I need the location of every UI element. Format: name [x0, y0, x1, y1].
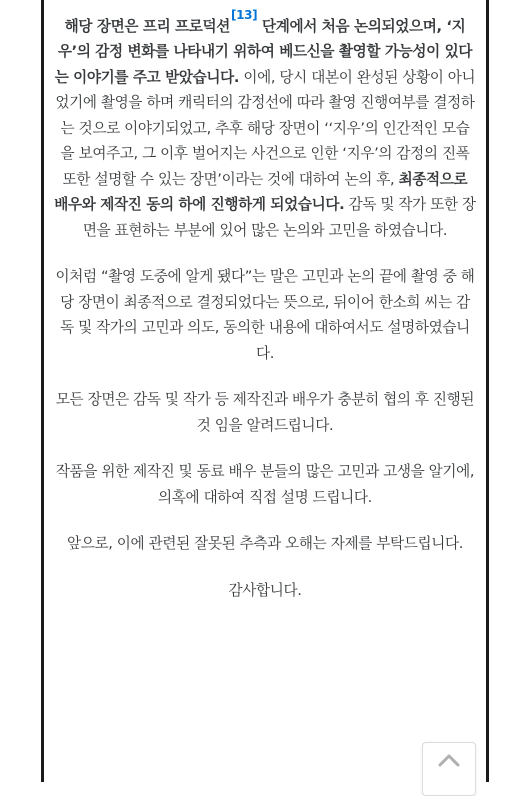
paragraph-1-bold-1: 해당 장면은 프리 프로덕션: [64, 17, 231, 35]
article-body: [44, 9, 486, 624]
scroll-to-top-button[interactable]: [422, 742, 476, 796]
document-frame: [41, 0, 489, 782]
paragraph-4: 작품을 위한 제작진 및 동료 배우 분들의 많은 고민과 고생을 알기에, 의혹에 대하여 직접 설명 드립니다.: [55, 463, 475, 506]
paragraph-1-text-2: 감독 및 작가 또한 장면을 표현하는 부분에 있어 많은 논의와 고민을 하였습니다.: [82, 196, 476, 239]
paragraph-1: [54, 9, 476, 243]
chevron-up-icon: [437, 753, 461, 767]
paragraph-1-bold-3: 최종적으로 배우와 제작진 동의 하에 진행하게 되었습니다.: [54, 170, 468, 214]
paragraph-5: 앞으로, 이에 관련된 잘못된 추측과 오해는 자제를 부탁드립니다.: [66, 535, 464, 553]
paragraph-6: 감사합니다.: [228, 581, 302, 599]
paragraph-2: 이처럼 “촬영 도중에 알게 됐다”는 말은 고민과 논의 끝에 촬영 중 해당 장면이 최종적으로 결정되었다는 뜻으로, 뒤이어 한소희 씨는 감독 및 작가의 고민과 의도, 동의한 내용에 대하여서도 설명하였습니다.: [55, 268, 475, 362]
paragraph-3: 모든 장면은 감독 및 작가 등 제작진과 배우가 충분히 협의 후 진행된 것 임을 알려드립니다.: [55, 391, 475, 434]
paragraph-1-bold-2: 단계에서 처음 논의되었으며, ‘지우’의 감정 변화를 나타내기 위하여 베드신을 촬영할 가능성이 있다는 이야기를 주고 받았습니다.: [54, 17, 473, 86]
footnote-13-link[interactable]: [13]: [231, 8, 258, 22]
paragraph-1-text-1: 이에, 당시 대본이 완성된 상황이 아니었기에 촬영을 하며 캐릭터의 감정선에 따라 촬영 진행여부를 결정하는 것으로 이야기되었고, 추후 해당 장면이 ‘‘지우’의 인간적인 모습을 보여주고, 그 이후 벌어지는 사건으로 인한 ‘지우’의 감정의 진폭 또한 설명할 수 있는 장면’이라는 것에 대하여 논의 후,: [55, 68, 476, 188]
